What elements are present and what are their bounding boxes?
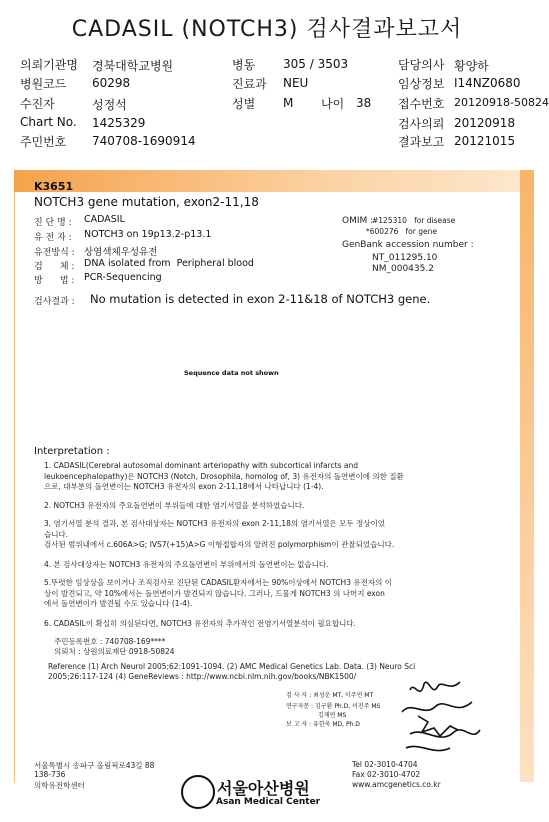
interpretation-line: 으로, 대부분의 돌연변이는 NOTCH3 유전자의 exon 2-11,18에서 나타납니다 (1-4). bbox=[44, 482, 324, 491]
value-sex: M bbox=[283, 96, 294, 110]
field-value-gene: NOTCH3 on 19p13.2-p13.1 bbox=[84, 229, 212, 240]
label-age: 나이 bbox=[321, 97, 345, 111]
label-resident-number: 주민번호 bbox=[20, 135, 67, 149]
staff-advisor-2: 김재연 MS bbox=[318, 712, 347, 719]
address-line-1: 서울특별시 송파구 올림픽로43길 88 bbox=[34, 761, 155, 770]
result-text: No mutation is detected in exon 2-11&18 of NOTCH3 gene. bbox=[90, 292, 431, 306]
value-report-date: 20121015 bbox=[454, 134, 516, 148]
interpretation-line: leukoencephalopathy)은 NOTCH3 (Notch, Drosophila, homolog of, 3) 유전자의 돌연변이에 의한 질환 bbox=[44, 472, 404, 481]
label-patient: 수진자 bbox=[20, 97, 55, 111]
hospital-seal-icon bbox=[181, 775, 215, 809]
registration-number: 주민등록번호 : 740708-169**** bbox=[54, 637, 166, 646]
value-receipt-number: 20120918-50824 bbox=[454, 96, 549, 109]
reference-line-2: 2005;26:117-124 (4) GeneReviews : http://www.ncbi.nlm.nih.gov/books/NBK1500/ bbox=[48, 672, 357, 681]
address-line-3: 의학유전학센터 bbox=[34, 781, 85, 790]
label-receipt-number: 접수번호 bbox=[398, 97, 445, 111]
genbank-nt: NT_011295.10 bbox=[372, 253, 438, 263]
label-sex: 성별 bbox=[232, 97, 256, 111]
genbank-label: GenBank accession number : bbox=[342, 240, 474, 250]
label-clinical-info: 임상정보 bbox=[398, 77, 445, 91]
genbank-nm: NM_000435.2 bbox=[372, 264, 434, 274]
label-report-date: 결과보고 bbox=[398, 135, 445, 149]
interpretation-line: 3. 염기서열 분석 결과, 본 검사대상자는 NOTCH3 유전자의 exon 2-11,18의 염기서열은 모두 정상이었 bbox=[44, 519, 386, 528]
omim-label: OMIM : bbox=[342, 216, 374, 226]
label-hospital-code: 병원코드 bbox=[20, 77, 67, 91]
interpretation-line: 상이 발견되고, 약 10%에서는 돌연변이가 발견되지 않습니다. 그러나, 드물게 NOTCH3 의 나머지 exon bbox=[44, 589, 385, 598]
value-requesting-institution: 경북대학교병원 bbox=[92, 59, 174, 73]
value-patient: 성정석 bbox=[92, 98, 127, 112]
interpretation-line: 2. NOTCH3 유전자의 주요돌연변이 부위들에 대한 염기서열을 분석하였습니다. bbox=[44, 501, 305, 510]
omim-disease: #125310 for disease bbox=[372, 216, 456, 225]
field-value-diagnosis: CADASIL bbox=[84, 214, 125, 225]
value-clinical-info: I14NZ0680 bbox=[454, 76, 521, 90]
label-department: 진료과 bbox=[232, 77, 267, 91]
report-top-band bbox=[14, 170, 532, 192]
staff-examiner: 검 사 자 : 최성운 MT, 이주연 MT bbox=[286, 692, 374, 699]
value-department: NEU bbox=[283, 76, 309, 90]
fax: Fax 02-3010-4702 bbox=[352, 770, 421, 779]
value-hospital-code: 60298 bbox=[92, 76, 131, 90]
result-label: 검사결과 : bbox=[34, 297, 75, 307]
label-request-date: 검사의뢰 bbox=[398, 117, 445, 131]
label-ward: 병동 bbox=[232, 58, 256, 72]
report-right-band bbox=[520, 170, 534, 782]
field-value-specimen: DNA isolated from Peripheral blood bbox=[84, 258, 254, 269]
interpretation-line: 1. CADASIL(Cerebral autosomal dominant arteriopathy with subcortical infarcts and bbox=[44, 461, 359, 470]
report-title: CADASIL (NOTCH3) 검사결과보고서 bbox=[71, 17, 463, 42]
value-ward: 305 / 3503 bbox=[283, 57, 349, 71]
interpretation-line: 에서 돌연변이가 발견될 수도 있습니다 (1-4). bbox=[44, 599, 193, 608]
test-code: K3651 bbox=[34, 180, 74, 193]
sequence-note: Sequence data not shown bbox=[184, 369, 279, 377]
tel: Tel 02-3010-4704 bbox=[352, 760, 418, 769]
address-line-2: 138-736 bbox=[34, 770, 66, 779]
test-name: NOTCH3 gene mutation, exon2-11,18 bbox=[34, 195, 259, 209]
value-resident-number: 740708-1690914 bbox=[92, 134, 196, 148]
label-physician: 담당의사 bbox=[398, 58, 445, 72]
requester: 의뢰처 : 상원의료재단 0918-50824 bbox=[54, 647, 175, 656]
field-label-diagnosis: 진 단 명 : bbox=[34, 218, 72, 228]
interpretation-line: 검사된 범위내에서 c.606A>G; IVS7(+15)A>G 이형접합자의 알려진 polymorphism이 관찰되었습니다. bbox=[44, 540, 395, 549]
interpretation-line: 4. 본 검사대상자는 NOTCH3 유전자의 주요돌연변이 부위에서의 돌연변이는 없습니다. bbox=[44, 560, 329, 569]
value-age: 38 bbox=[356, 96, 372, 110]
signature-graphic bbox=[380, 672, 490, 762]
value-physician: 황양하 bbox=[454, 59, 489, 73]
staff-reporter: 보 고 자 : 유한욱 MD, Ph.D bbox=[286, 721, 360, 728]
field-value-inheritance: 상염색체우성유전 bbox=[84, 247, 158, 258]
field-label-gene: 유 전 자 : bbox=[34, 233, 72, 243]
reference-line-1: Reference (1) Arch Neurol 2005;62:1091-1094. (2) AMC Medical Genetics Lab. Data. (3) Neuro Sci bbox=[48, 662, 416, 671]
interpretation-line: 습니다. bbox=[44, 530, 69, 539]
staff-advisor: 연구자문 : 김구환 Ph.D, 이진주 MS bbox=[286, 703, 381, 710]
field-label-method: 방 법 : bbox=[34, 276, 75, 286]
interpretation-line: 6. CADASIL이 확실히 의심된다면, NOTCH3 유전자의 추가적인 전염기서열분석이 필요합니다. bbox=[44, 619, 356, 628]
field-label-inheritance: 유전방식 : bbox=[34, 248, 75, 258]
website: www.amcgenetics.co.kr bbox=[352, 780, 441, 789]
omim-gene: *600276 for gene bbox=[366, 227, 437, 236]
interpretation-title: Interpretation : bbox=[34, 446, 110, 457]
label-chart-no: Chart No. bbox=[20, 115, 77, 129]
field-label-specimen: 검 체 : bbox=[34, 262, 75, 272]
value-request-date: 20120918 bbox=[454, 116, 516, 130]
field-value-method: PCR-Sequencing bbox=[84, 272, 162, 283]
value-chart-no: 1425329 bbox=[92, 116, 146, 130]
label-requesting-institution: 의뢰기관명 bbox=[20, 58, 78, 72]
interpretation-line: 5.뚜렷한 임상상을 보이거나 조직검사로 진단된 CADASIL환자에서는 90%이상에서 NOTCH3 유전자의 이 bbox=[44, 578, 392, 587]
hospital-name-en: Asan Medical Center bbox=[216, 797, 321, 807]
hospital-name-ko: 서울아산병원 bbox=[217, 779, 310, 798]
